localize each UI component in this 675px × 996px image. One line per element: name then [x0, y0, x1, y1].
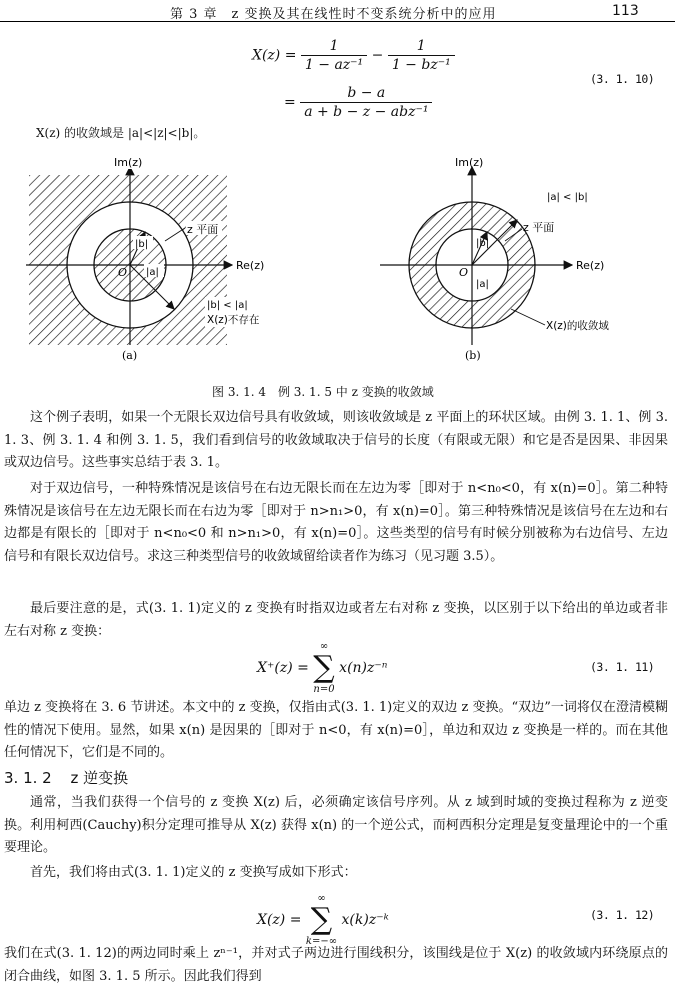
paragraph-6: 首先，我们将由式(3. 1. 1)定义的 z 变换写成如下形式： [30, 865, 357, 880]
sum-symbol: ∞ ∑ n=0 [313, 641, 335, 695]
im-label-a: Im(z) [114, 156, 143, 169]
header-title: 第 3 章 z 变换及其在线性时不变系统分析中的应用 [170, 7, 497, 22]
eq-minus: − [371, 47, 384, 64]
paragraph-7: 我们在式(3. 1. 12)的两边同时乘上 zⁿ⁻¹，并对式子两边进行围线积分，该围线是位于 X(z) 的收敛域内环绕原点的闭合曲线，如图 3. 1. 5 所示。因此我们得到 [4, 946, 668, 984]
sum-symbol-2: ∞ ∑ k=−∞ [305, 893, 338, 947]
im-label-b: Im(z) [455, 156, 484, 169]
eq11-term: x(n)z⁻ⁿ [339, 660, 388, 676]
equation-3-1-12 [257, 892, 389, 948]
eq-fraction-result: $\frac{b - a}{\text{a + b − z − abz⁻¹}}$ [300, 85, 432, 120]
a-label-b: |a| [476, 279, 489, 290]
figure-a [26, 154, 271, 362]
paragraph-2: 对于双边信号，一种特殊情况是该信号在右边无限长而在左边为零［即对于 n<n₀<0，有 x(n)=0］。第二种特殊情况是该信号在左边无限长而在右边为零［即对于 n>n₁>0，有 x(n)=0］。第三种特殊情况是该信号在左边和右边都是有限长的［即对于 n<n₀<0 和 n>n₁>0，有 x(n)=0］。这些类型的信号有时候分别被称为右边信号、左边信号和有限长双边信号。求这三种类型信号的收敛域留给读者作为练习（见习题 3.5）。 [4, 481, 668, 564]
roc-statement: X(z) 的收敛域是 |a|<|z|<|b|。 [36, 126, 206, 140]
section-heading [4, 767, 128, 788]
section-title: z 逆变换 [70, 769, 129, 787]
eq-label-3-1-10: (3. 1. 10) [590, 72, 655, 86]
b-label-a: |b| [135, 239, 149, 250]
not-exist-label: X(z)不存在 [207, 314, 260, 326]
figure-b [380, 156, 609, 362]
eq-label-3-1-12: (3. 1. 12) [590, 908, 655, 922]
re-label-a: Re(z) [236, 259, 265, 272]
page-number: 113 [612, 3, 639, 19]
roc-label: X(z)的收敛域 [546, 320, 609, 332]
equation-3-1-10-result [284, 85, 432, 120]
section-number: 3. 1. 2 [4, 769, 52, 787]
origin-b: O [459, 266, 469, 279]
figure-3-1-4 [0, 145, 675, 373]
eq-fraction-2: $\frac{1}{\text{1 − bz⁻¹}}$ [388, 38, 455, 73]
figure-caption: 图 3. 1. 4 例 3. 1. 5 中 z 变换的收敛域 [212, 385, 434, 399]
paragraph-5: 通常，当我们获得一个信号的 z 变换 X(z) 后，必须确定该信号序列。从 z 域到时域的变换过程称为 z 逆变换。利用柯西(Cauchy)积分定理可推导从 X(z) 获得 x(n) 的一个逆公式，而柯西积分定理是复变量理论中的一个重要理论。 [4, 795, 668, 855]
equation-3-1-10 [252, 38, 455, 73]
zplane-label-b: z 平面 [523, 221, 555, 234]
paragraph-1: 这个例子表明，如果一个无限长双边信号具有收敛域，则该收敛域是 z 平面上的环状区域。由例 3. 1. 1、例 3. 1. 3、例 3. 1. 4 和例 3. 1. 5，我们看到信号的收敛域取决于信号的长度（有限或无限）和它是否是因果、非因果或双边信号。这些事实总结于表 3. 1。 [4, 410, 668, 470]
roc-leader [511, 309, 545, 325]
zplane-label-a: z 平面 [187, 223, 219, 236]
subfig-a: (a) [122, 349, 138, 362]
origin-a: O [118, 266, 128, 279]
eq11-lhs: X⁺(z) = [257, 660, 309, 676]
eq-equals: = [284, 94, 296, 111]
paragraph-3: 最后要注意的是，式(3. 1. 1)定义的 z 变换有时指双边或者左右对称 z 变换，以区别于以下给出的单边或者非左右对称 z 变换： [4, 601, 668, 639]
b-label-b: |b| [476, 238, 490, 249]
eq12-term: x(k)z⁻ᵏ [341, 912, 389, 928]
paragraph-4: 单边 z 变换将在 3. 6 节讲述。本文中的 z 变换，仅指由式(3. 1. 1)定义的双边 z 变换。“双边”一词将仅在澄清模糊性的情况下使用。显然，如果 x(n) 是因果的［即对于 n<0，有 x(n)=0］，单边和双边 z 变换是一样的。而在其他任何情况下，它们是不同的。 [4, 700, 668, 760]
eq12-lhs: X(z) = [257, 912, 302, 928]
condition-a: |b| < |a| [207, 300, 248, 311]
eq-lhs: X(z) = [252, 47, 297, 64]
a-label-a: |a| [146, 267, 159, 278]
re-label-b: Re(z) [576, 259, 605, 272]
eq-label-3-1-11: (3. 1. 11) [590, 660, 655, 674]
subfig-b: (b) [465, 349, 481, 362]
condition-b: |a| < |b| [547, 192, 588, 203]
equation-3-1-11 [257, 640, 387, 696]
eq-fraction-1: $\frac{1}{\text{1 − az⁻¹}}$ [301, 38, 367, 73]
